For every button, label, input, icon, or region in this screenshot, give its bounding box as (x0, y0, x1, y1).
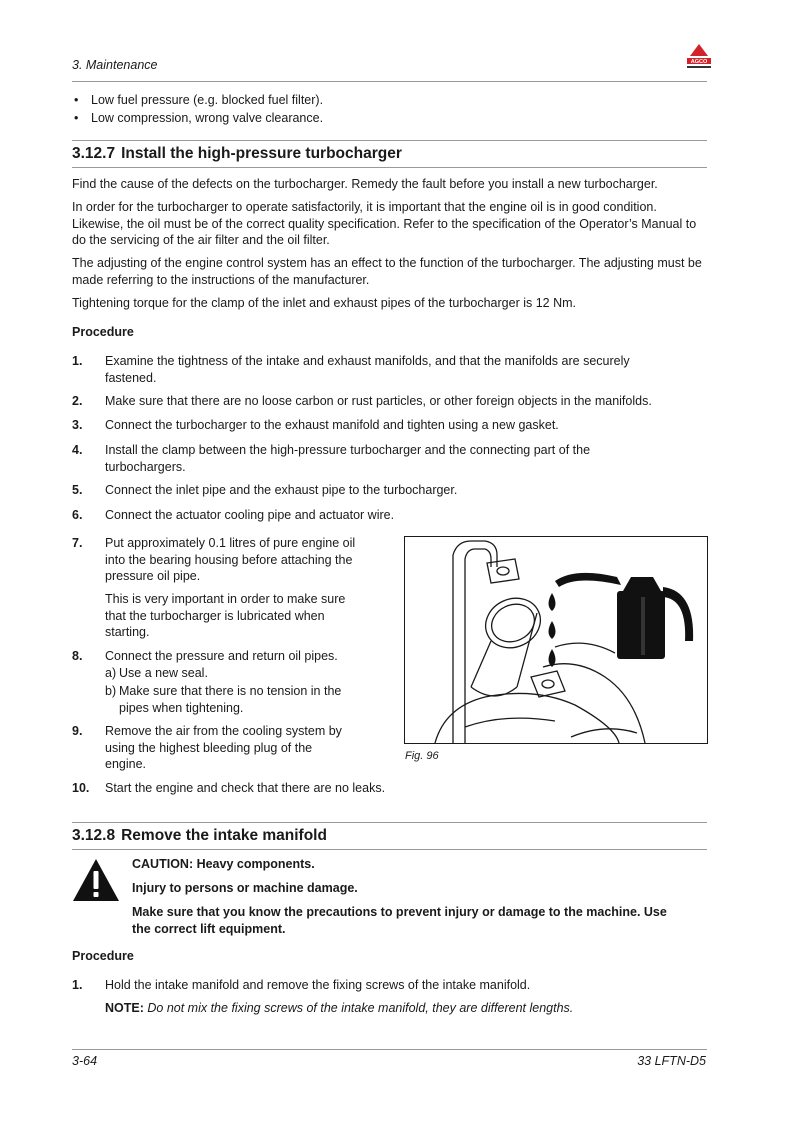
procedure-step (72, 780, 707, 797)
procedure-step (72, 393, 707, 410)
sub-step-text: Make sure that there is no tension in the pipes when tightening. (119, 684, 342, 715)
step-text: Connect the actuator cooling pipe and actuator wire. (105, 508, 395, 522)
section-heading (72, 145, 402, 163)
procedure-step (72, 535, 392, 585)
step-number: 7. (72, 536, 83, 550)
section-title: Install the high-pressure turbocharger (121, 145, 402, 162)
turbocharger-oiling-illustration (404, 536, 708, 744)
paragraph: Tightening torque for the clamp of the inlet and exhaust pipes of the turbocharger is 12 Nm. (72, 296, 576, 310)
sub-step (105, 665, 395, 682)
caution-instructions: Make sure that you know the precautions to prevent injury or damage to the machine. Use the correct lift equipment. (132, 905, 667, 936)
step-number: 3. (72, 418, 83, 432)
step-number: 1. (72, 978, 83, 992)
note-text: Do not mix the fixing screws of the intake manifold, they are different lengths. (147, 1001, 574, 1015)
step-number: 2. (72, 394, 83, 408)
procedure-step (72, 507, 707, 524)
step-text: Connect the turbocharger to the exhaust manifold and tighten using a new gasket. (105, 418, 559, 432)
step-number: 9. (72, 724, 83, 738)
procedure-step (72, 417, 707, 434)
step-number: 10. (72, 781, 90, 795)
step-number: 6. (72, 508, 83, 522)
agco-logo (686, 44, 712, 74)
section-rule-bottom (72, 849, 707, 850)
page-number: 3-64 (72, 1054, 98, 1068)
section-rule-bottom (72, 167, 707, 168)
caution-risk: Injury to persons or machine damage. (132, 881, 358, 895)
section-rule-top (72, 822, 707, 823)
paragraph: The adjusting of the engine control system has an effect to the function of the turbocharger. The adjusting must be made referring to the instructions of the manufacturer. (72, 256, 702, 287)
bullet-item: • Low compression, wrong valve clearance. (72, 110, 702, 128)
step-text: Install the clamp between the high-pressure turbocharger and the connecting part of the turbochargers. (105, 443, 591, 474)
procedure-step (72, 977, 707, 994)
step-text: Put approximately 0.1 litres of pure engine oil into the bearing housing before attaching the pressure oil pipe. (105, 536, 356, 583)
step-text: Connect the pressure and return oil pipes. (105, 649, 338, 663)
step-text: Remove the air from the cooling system by using the highest bleeding plug of the engine. (105, 724, 342, 771)
procedure-label: Procedure (72, 325, 134, 339)
sub-step (105, 683, 395, 717)
chapter-title: 3. Maintenance (72, 58, 158, 72)
paragraph: Find the cause of the defects on the turbocharger. Remedy the fault before you install a new turbocharger. (72, 177, 658, 191)
note-label: NOTE: (105, 1001, 144, 1015)
step-text: Examine the tightness of the intake and exhaust manifolds, and that the manifolds are securely fastened. (105, 354, 630, 385)
section-title: Remove the intake manifold (121, 827, 327, 844)
section-number: 3.12.7 (72, 145, 116, 162)
step-number: 8. (72, 649, 83, 663)
procedure-step (72, 723, 392, 773)
section-number: 3.12.8 (72, 827, 116, 844)
procedure-label: Procedure (72, 949, 134, 963)
step-note: This is very important in order to make sure that the turbocharger is lubricated when starting. (105, 592, 346, 639)
footer-rule (72, 1049, 707, 1050)
bullet-item: • Low fuel pressure (e.g. blocked fuel filter). (72, 92, 702, 110)
logo-text: AGCO (690, 59, 708, 65)
procedure-step (72, 482, 707, 499)
step-number: 1. (72, 354, 83, 368)
sub-step-letter: a) (105, 666, 117, 680)
warning-triangle-icon (72, 858, 120, 902)
section-heading (72, 827, 327, 845)
step-text: Connect the inlet pipe and the exhaust pipe to the turbocharger. (105, 483, 458, 497)
step-text: Make sure that there are no loose carbon or rust particles, or other foreign objects in the manifolds. (105, 394, 652, 408)
procedure-step (72, 353, 707, 387)
note (105, 1001, 573, 1015)
procedure-step (72, 442, 707, 476)
section-rule-top (72, 140, 707, 141)
sub-step-text: Use a new seal. (119, 666, 208, 680)
figure-caption: Fig. 96 (405, 750, 439, 762)
procedure-step (72, 648, 392, 665)
header-rule (72, 81, 707, 82)
paragraph: In order for the turbocharger to operate satisfactorily, it is important that the engine oil is in good condition. Likewise, the oil must be of the correct quality specification. Refer to the specification of the Operator’s Manual to do the servicing of the air filter and the oil filter. (72, 200, 697, 247)
document-code: 33 LFTN-D5 (637, 1054, 706, 1068)
step-number: 5. (72, 483, 83, 497)
caution-title: CAUTION: Heavy components. (132, 857, 315, 871)
intro-bullet-list (72, 92, 702, 127)
step-text: Start the engine and check that there are no leaks. (105, 781, 386, 795)
step-text: Hold the intake manifold and remove the fixing screws of the intake manifold. (105, 978, 531, 992)
sub-step-letter: b) (105, 684, 117, 698)
step-number: 4. (72, 443, 83, 457)
